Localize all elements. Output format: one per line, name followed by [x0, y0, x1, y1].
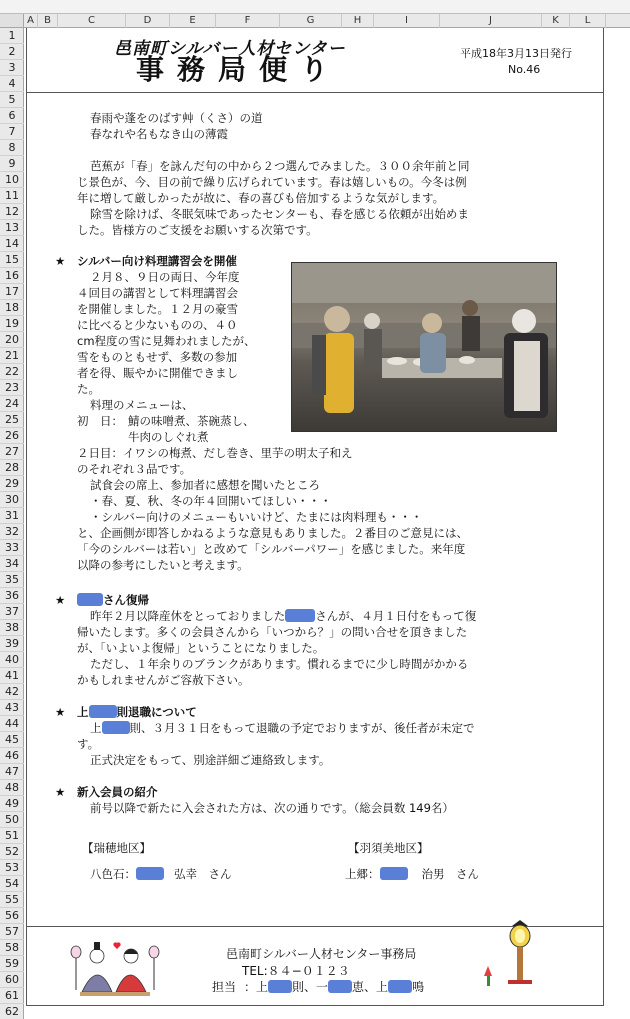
- row-header[interactable]: 58: [0, 940, 24, 956]
- footer-staff-c: 恵、上: [352, 980, 389, 994]
- row-header[interactable]: 10: [0, 172, 24, 188]
- row-header[interactable]: 9: [0, 156, 24, 172]
- row-header[interactable]: 50: [0, 812, 24, 828]
- row-header[interactable]: 44: [0, 716, 24, 732]
- row-header[interactable]: 46: [0, 748, 24, 764]
- section-title-cooking: シルバー向け料理講習会を開催: [77, 254, 237, 268]
- row-header[interactable]: 43: [0, 700, 24, 716]
- star-bullet: ★: [55, 785, 66, 799]
- page-title: 事務局便り: [136, 53, 342, 86]
- lantern-icon: [476, 916, 536, 996]
- row-header[interactable]: 36: [0, 588, 24, 604]
- row-header[interactable]: 48: [0, 780, 24, 796]
- return-line: が、「いよいよ復帰」ということになりました。: [77, 641, 325, 655]
- return-line-1: [90, 608, 476, 624]
- row-header[interactable]: 41: [0, 668, 24, 684]
- cooking-line: 雪をものともせず、多数の参加: [77, 350, 238, 364]
- cooking-line: に比べると少ないものの、４０: [77, 318, 238, 332]
- issue-date: 平成18年3月13日発行: [460, 47, 572, 60]
- row-header[interactable]: 21: [0, 348, 24, 364]
- cooking-after-line: ・シルバー向けのメニューもいいけど、たまには肉料理も・・・: [90, 510, 423, 524]
- cooking-after-line: 試食会の席上、参加者に感想を聞いたところ: [90, 478, 320, 492]
- section-title-return: [77, 592, 149, 608]
- column-header-l[interactable]: L: [570, 14, 606, 28]
- column-header-b[interactable]: B: [38, 14, 58, 28]
- column-header-k[interactable]: K: [542, 14, 570, 28]
- intro-line: 年に増して厳しかったが故に、春の喜びも倍加するような気がします。: [77, 191, 445, 205]
- member-1: [90, 866, 232, 882]
- column-header-e[interactable]: E: [170, 14, 216, 28]
- retire-line-1-b: 則、３月３１日をもって退職の予定でおりますが、後任者が未定で: [129, 721, 475, 735]
- return-line: ただし、１年余りのブランクがあります。慣れるまでに少し時間がかかる: [90, 657, 469, 671]
- section-title-retire: [77, 704, 197, 720]
- redacted-name: [89, 705, 117, 718]
- return-line: 帰いたします。多くの会員さんから「いつから？」の問い合せを頂きました: [77, 625, 468, 639]
- row-header[interactable]: 56: [0, 908, 24, 924]
- column-header-d[interactable]: D: [126, 14, 170, 28]
- redacted-name: [328, 980, 352, 993]
- row-header[interactable]: 18: [0, 300, 24, 316]
- column-header-f[interactable]: F: [216, 14, 280, 28]
- section-title-retire-b: 則退職について: [116, 705, 197, 719]
- member-1-place: 八色石：: [90, 867, 136, 881]
- row-header[interactable]: 51: [0, 828, 24, 844]
- row-header[interactable]: 49: [0, 796, 24, 812]
- row-header[interactable]: 14: [0, 236, 24, 252]
- footer-office: 邑南町シルバー人材センター事務局: [226, 947, 417, 961]
- cooking-after-line: のそれぞれ３品です。: [77, 462, 192, 476]
- footer-staff-b: 則、一: [292, 980, 329, 994]
- row-header[interactable]: 5: [0, 92, 24, 108]
- retire-line-1: [90, 720, 475, 736]
- row-header[interactable]: 17: [0, 284, 24, 300]
- row-header[interactable]: 39: [0, 636, 24, 652]
- row-header[interactable]: 26: [0, 428, 24, 444]
- column-header-h[interactable]: H: [342, 14, 374, 28]
- toolbar-strip: [0, 0, 630, 14]
- menu-intro: 料理のメニューは、: [90, 398, 194, 412]
- redacted-name: [102, 721, 130, 734]
- row-header[interactable]: 34: [0, 556, 24, 572]
- menu-day1-a: 鯖の味噌煮、茶碗蒸し、: [128, 414, 255, 428]
- section-title-retire-a: 上: [77, 705, 89, 719]
- poem-line-2: 春なれや名もなき山の薄霞: [90, 127, 228, 141]
- row-header[interactable]: 53: [0, 860, 24, 876]
- footer-staff-label: 担当: [212, 980, 237, 994]
- row-header[interactable]: 3: [0, 60, 24, 76]
- area-hasumi: 【羽須美地区】: [348, 841, 429, 855]
- photo-illustration: [292, 263, 557, 432]
- row-header[interactable]: 33: [0, 540, 24, 556]
- cooking-line: 者を得、賑やかに開催できまし: [77, 366, 238, 380]
- cooking-after-line: と、企画側が即答しかねるような意見もありました。２番目のご意見には、: [77, 526, 468, 540]
- row-header[interactable]: 22: [0, 364, 24, 380]
- issue-number: No.46: [508, 63, 541, 76]
- intro-line: 芭蕉が「春」を詠んだ句の中から２つ選んでみました。３００余年前と同: [90, 159, 470, 173]
- redacted-name: [77, 593, 103, 606]
- row-header[interactable]: 47: [0, 764, 24, 780]
- star-bullet: ★: [55, 593, 66, 607]
- menu-day2: ２日目：イワシの梅煮、だし巻き、里芋の明太子和え: [77, 446, 353, 460]
- footer-staff: [212, 978, 424, 995]
- row-header[interactable]: 61: [0, 988, 24, 1004]
- cooking-after-line: ・春、夏、秋、冬の年４回開いてほしい・・・: [90, 494, 332, 508]
- row-header[interactable]: 57: [0, 924, 24, 940]
- retire-line: 正式決定をもって、別途詳細ご連絡致します。: [90, 753, 331, 767]
- cooking-line: cm程度の雪に見舞われましたが、: [77, 334, 256, 348]
- column-headers: [0, 14, 630, 28]
- footer-staff-a: ：上: [244, 980, 269, 994]
- row-header[interactable]: 4: [0, 76, 24, 92]
- section-title-return-text: さん復帰: [103, 593, 149, 607]
- row-header[interactable]: 35: [0, 572, 24, 588]
- row-header[interactable]: 40: [0, 652, 24, 668]
- retire-line: す。: [77, 737, 100, 751]
- row-header[interactable]: 27: [0, 444, 24, 460]
- star-bullet: ★: [55, 705, 66, 719]
- row-header[interactable]: 24: [0, 396, 24, 412]
- row-header[interactable]: 60: [0, 972, 24, 988]
- row-header[interactable]: 12: [0, 204, 24, 220]
- row-header[interactable]: 19: [0, 316, 24, 332]
- cooking-line: を開催しました。１２月の豪雪: [77, 302, 238, 316]
- row-header[interactable]: 37: [0, 604, 24, 620]
- column-header-c[interactable]: C: [58, 14, 126, 28]
- row-header[interactable]: 7: [0, 124, 24, 140]
- row-header[interactable]: 16: [0, 268, 24, 284]
- redacted-name: [268, 980, 292, 993]
- row-header[interactable]: 8: [0, 140, 24, 156]
- row-header[interactable]: 29: [0, 476, 24, 492]
- row-header[interactable]: 1: [0, 28, 24, 44]
- poem-line-1: 春雨や蓬をのばす艸（くさ）の道: [90, 111, 263, 125]
- row-header[interactable]: 2: [0, 44, 24, 60]
- organization-name: 邑南町シルバー人材センター: [114, 39, 346, 59]
- row-header[interactable]: 28: [0, 460, 24, 476]
- select-all-corner[interactable]: [0, 14, 24, 28]
- members-desc: 前号以降で新たに入会された方は、次の通りです。（総会員数 149名）: [90, 801, 454, 815]
- redacted-name: [388, 980, 412, 993]
- cooking-line: ２月８、９日の両日、今年度: [90, 270, 240, 284]
- intro-line: じ景色が、今、目の前で繰り広げられています。春は嬉しいもの。今冬は例: [77, 175, 467, 189]
- row-header[interactable]: 31: [0, 508, 24, 524]
- return-line-1-b: さんが、４月１日付をもって復: [315, 609, 477, 623]
- cooking-line: ４回目の講習として料理講習会: [77, 286, 238, 300]
- row-header[interactable]: 15: [0, 252, 24, 268]
- cooking-line: た。: [77, 382, 100, 396]
- member-2-place: 上郷：: [345, 867, 380, 881]
- column-header-a[interactable]: A: [24, 14, 38, 28]
- row-headers: [0, 28, 24, 1019]
- intro-line: した。皆様方のご支援をお願いする次第です。: [77, 223, 318, 237]
- row-header[interactable]: 30: [0, 492, 24, 508]
- row-header[interactable]: 38: [0, 620, 24, 636]
- row-header[interactable]: 54: [0, 876, 24, 892]
- header-divider: [26, 92, 604, 93]
- menu-day1-b: 牛肉のしぐれ煮: [128, 430, 209, 444]
- return-line-1-a: 昨年２月以降産休をとっておりました: [90, 609, 286, 623]
- row-header[interactable]: 45: [0, 732, 24, 748]
- retire-line-1-a: 上: [90, 721, 102, 735]
- star-bullet: ★: [55, 254, 66, 268]
- row-header[interactable]: 62: [0, 1004, 24, 1019]
- cooking-class-photo: [291, 262, 557, 432]
- row-header[interactable]: 25: [0, 412, 24, 428]
- row-header[interactable]: 13: [0, 220, 24, 236]
- footer-staff-d: 鳴: [412, 980, 425, 994]
- cooking-after-line: 「今のシルバーは若い」と改めて「シルバーパワー」を感じました。来年度: [77, 542, 466, 556]
- area-mizuho: 【瑞穂地区】: [82, 841, 151, 855]
- row-header[interactable]: 11: [0, 188, 24, 204]
- row-header[interactable]: 32: [0, 524, 24, 540]
- column-header-g[interactable]: G: [280, 14, 342, 28]
- column-header-i[interactable]: I: [374, 14, 440, 28]
- row-header[interactable]: 6: [0, 108, 24, 124]
- row-header[interactable]: 23: [0, 380, 24, 396]
- menu-day1-label: 初 日：: [77, 414, 123, 428]
- hina-dolls-icon: [70, 930, 160, 998]
- section-title-members: 新入会員の紹介: [77, 785, 158, 799]
- redacted-name: [136, 867, 164, 880]
- member-1-name: 弘幸 さん: [174, 867, 232, 881]
- intro-line: 除雪を除けば、冬眠気味であったセンターも、春を感じる依頼が出始めま: [90, 207, 469, 221]
- row-header[interactable]: 20: [0, 332, 24, 348]
- cooking-after-line: 以降の参考にしたいと考えます。: [77, 558, 249, 572]
- row-header[interactable]: 59: [0, 956, 24, 972]
- row-header[interactable]: 52: [0, 844, 24, 860]
- column-header-j[interactable]: J: [440, 14, 542, 28]
- member-2-name: 治男 さん: [421, 867, 479, 881]
- redacted-name: [380, 867, 408, 880]
- footer-tel: TEL:８４−０１２３: [242, 964, 350, 978]
- row-header[interactable]: 42: [0, 684, 24, 700]
- row-header[interactable]: 55: [0, 892, 24, 908]
- return-line: かもしれませんがご容赦下さい。: [77, 673, 250, 687]
- member-2: [345, 866, 479, 882]
- redacted-name: [285, 609, 315, 622]
